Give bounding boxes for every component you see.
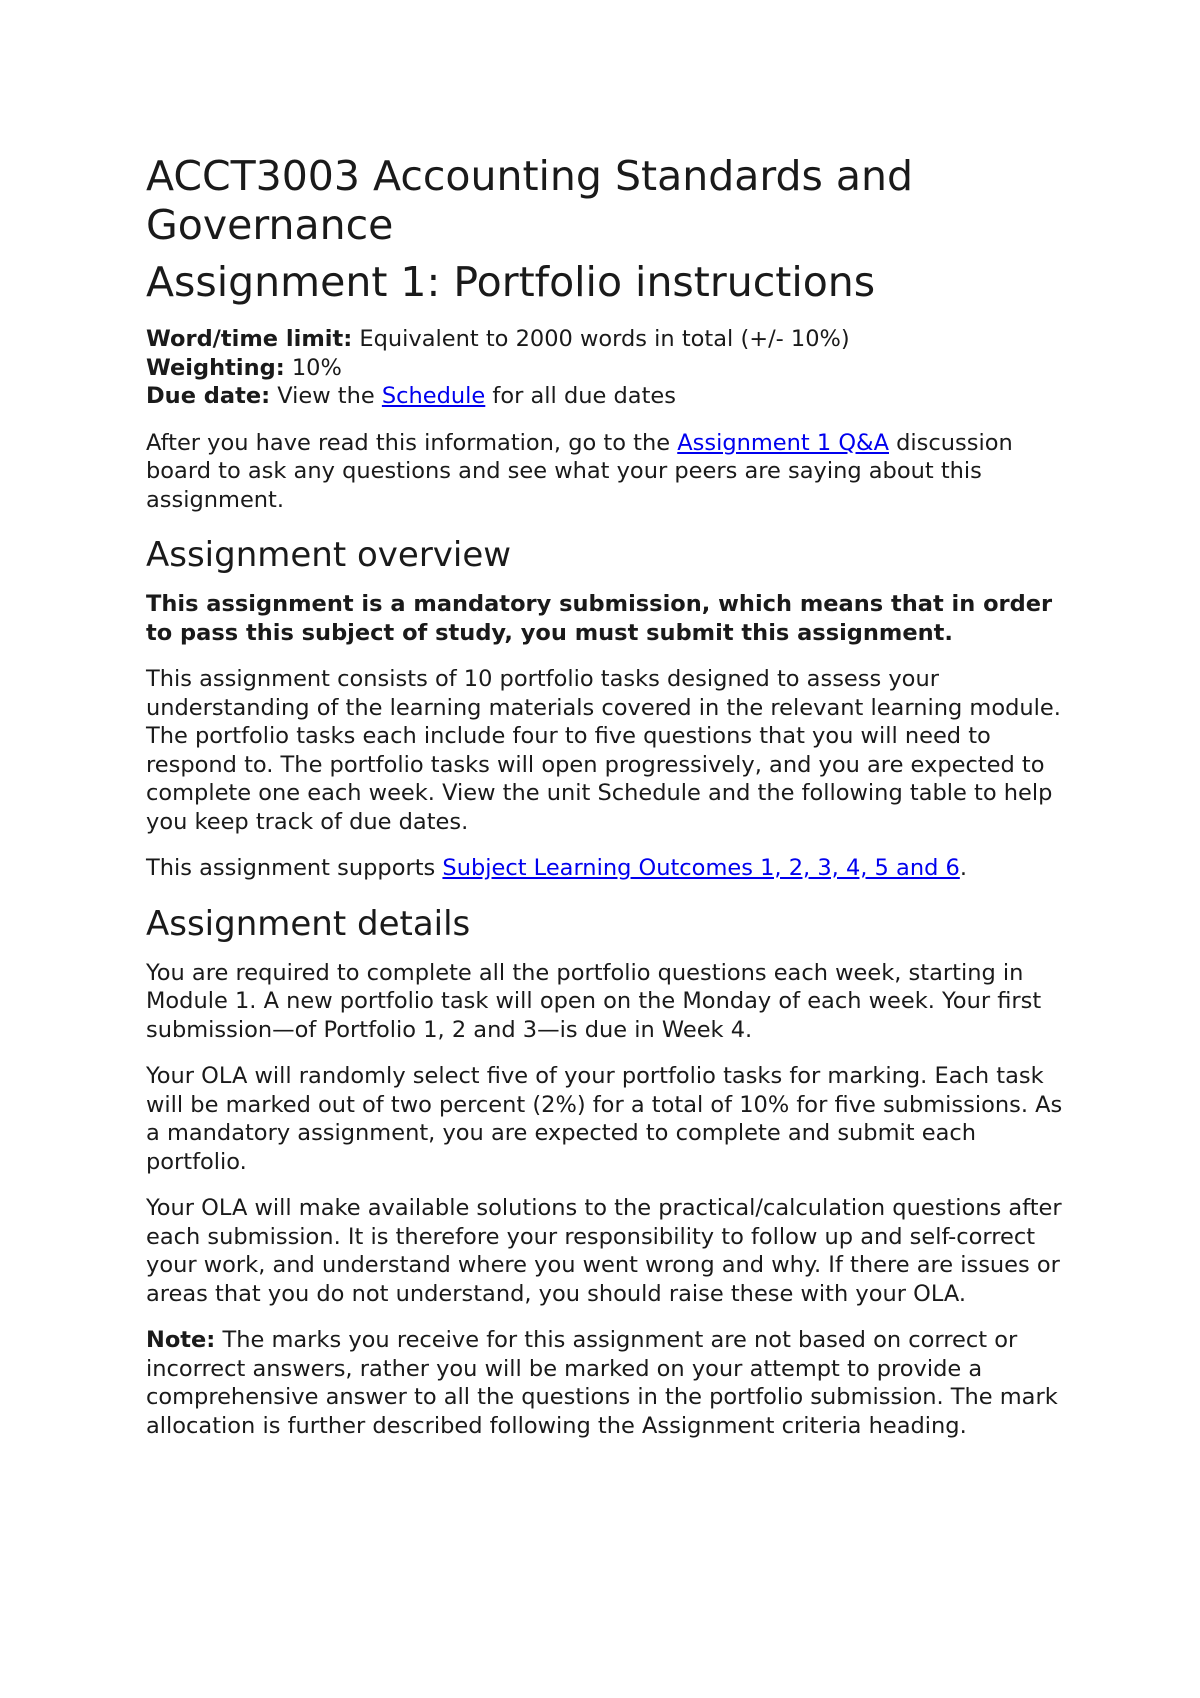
learning-outcomes-link[interactable]: Subject Learning Outcomes 1, 2, 3, 4, 5 and 6 bbox=[442, 855, 960, 881]
weighting-label: Weighting: bbox=[146, 354, 285, 381]
word-limit-value: Equivalent to 2000 words in total (+/- 10%) bbox=[352, 326, 850, 352]
intro-paragraph bbox=[146, 429, 1076, 515]
weighting-row bbox=[146, 354, 1076, 383]
due-date-suffix: for all due dates bbox=[485, 383, 676, 409]
due-date-label: Due date: bbox=[146, 383, 271, 409]
supports-suffix: . bbox=[959, 855, 967, 881]
details-paragraph-2: Your OLA will randomly select five of your portfolio tasks for marking. Each task will be marked out of two percent (2%) for a total of 10% for five submissions. As a mandatory assignment, you are expected to complete and submit each portfolio. bbox=[146, 1063, 1063, 1175]
supports-prefix: This assignment supports bbox=[146, 855, 443, 881]
note-text: The marks you receive for this assignment are not based on correct or incorrect answers, rather you will be marked on your attempt to provide a comprehensive answer to all the questions in the portfolio submission. The mark allocation is further described following the Assignment criteria heading. bbox=[146, 1327, 1058, 1439]
overview-body: This assignment consists of 10 portfolio tasks designed to assess your understanding of the learning materials covered in the relevant learning module. The portfolio tasks each include four to five questions that you will need to respond to. The portfolio tasks will open progressively, and you are expected to complete one each week. View the unit Schedule and the following table to help you keep track of due dates. bbox=[146, 666, 1061, 835]
intro-suffix: discussion board to ask any questions and see what your peers are saying about this assignment. bbox=[146, 429, 1013, 513]
mandatory-notice bbox=[146, 590, 1076, 647]
mandatory-text: This assignment is a mandatory submission, which means that in order to pass this subject of study, you must submit this assignment. bbox=[146, 591, 1053, 646]
note-label: Note: bbox=[146, 1327, 216, 1353]
due-date-prefix: View the bbox=[270, 383, 382, 409]
weighting-value: 10% bbox=[284, 354, 342, 381]
schedule-link[interactable]: Schedule bbox=[381, 383, 486, 409]
learning-outcomes-paragraph bbox=[146, 854, 1076, 883]
document-page bbox=[146, 152, 1076, 1458]
document-title: ACCT3003 Accounting Standards and Governance bbox=[146, 152, 914, 249]
assignment-qa-link[interactable]: Assignment 1 Q&A bbox=[677, 429, 889, 456]
assignment-meta bbox=[146, 325, 1076, 411]
details-paragraph-3: Your OLA will make available solutions to the practical/calculation questions after each submission. It is therefore your responsibility to follow up and self-correct your work, and understand where you went wrong and why. If there are issues or areas that you do not understand, you should raise these with your OLA. bbox=[146, 1195, 1062, 1307]
word-limit-row bbox=[146, 325, 1076, 354]
details-paragraph-1: You are required to complete all the portfolio questions each week, starting in Module 1. A new portfolio task will open on the Monday of each week. Your first submission—of Portfolio 1, 2 and 3—is due in Week 4. bbox=[146, 959, 1042, 1043]
word-limit-label: Word/time limit: bbox=[146, 326, 353, 352]
assignment-title: Assignment 1: Portfolio instructions bbox=[146, 258, 876, 306]
overview-heading: Assignment overview bbox=[146, 535, 512, 575]
note-paragraph bbox=[146, 1326, 1076, 1440]
intro-prefix: After you have read this information, go to the bbox=[146, 429, 678, 456]
details-heading: Assignment details bbox=[146, 903, 471, 944]
due-date-row bbox=[146, 382, 1076, 411]
